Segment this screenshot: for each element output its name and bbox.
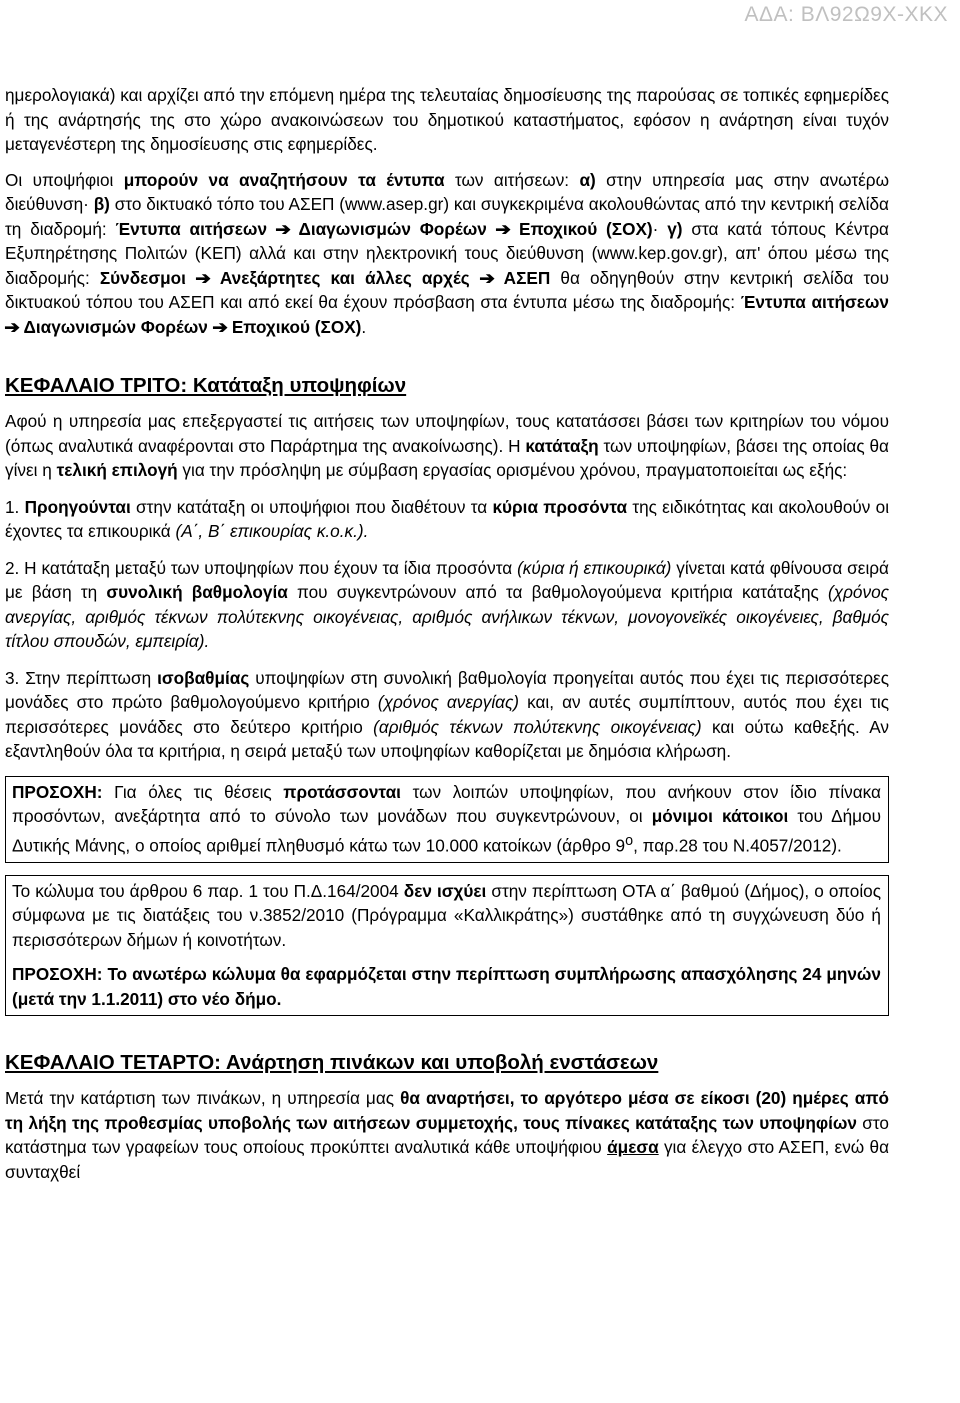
ranking-rule-3: 3. Στην περίπτωση ισοβαθμίας υποψηφίων στη συνολική βαθμολογία προηγείται αυτός που έχει τις περισσότερες μονάδες στο πρώτο βαθμολογούμενο κριτήριο (χρόνος ανεργίας) και, αν αυτές συμπίπτουν, αυτός που έχει τις περισσότερες μονάδες στο δεύτερο κριτήριο (αριθμός τέκνων πολύτεκνης οικογένειας) και ούτω καθεξής. Αν εξαντληθούν όλα τα κριτήρια, η σειρά μεταξύ των υποψηφίων καθορίζεται με δημόσια κλήρωση.: [5, 667, 889, 761]
paragraph-publication-deadline: ημερολογιακά) και αρχίζει από την επόμενη ημέρα της τελευταίας δημοσίευσης της παρούσας σε τοπικές εφημερίδες ή της ανάρτησής της στο χώρο ανακοινώσεων του δημοτικού καταστήματος, εφόσον η ανάρτηση είναι τυχόν μεταγενέστερη της δημοσίευσης στις εφημερίδες.: [5, 85, 889, 154]
document-page: [5, 83, 889, 1184]
ranking-rule-2: 2. Η κατάταξη μεταξύ των υποψηφίων που έχουν τα ίδια προσόντα (κύρια ή επικουρικά) γίνεται κατά φθίνουσα σειρά με βάση τη συνολική βαθμολογία που συγκεντρώνουν από τα βαθμολογούμενα κριτήρια κατάταξης (χρόνος ανεργίας, αριθμός τέκνων πολύτεκνης οικογένειας, αριθμός ανήλικων τέκνων, μονογονεϊκές οικογένειες, βαθμός τίτλου σπουδών, εμπειρία).: [5, 557, 889, 651]
document-code: ΑΔΑ: ΒΛ92Ω9Χ-ΧΚΧ: [744, 3, 948, 26]
chapter-three-heading: ΚΕΦΑΛΑΙΟ ΤΡΙΤΟ: Κατάταξη υποψηφίων: [5, 374, 407, 397]
paragraph-ranking-intro: Αφού η υπηρεσία μας επεξεργαστεί τις αιτήσεις των υποψηφίων, τους κατατάσσει βάσει των κριτηρίων του νόμου (όπως αναλυτικά αναφέρονται στο Παράρτημα της ανακοίνωσης). Η κατάταξη των υποψηφίων, βάσει της οποίας θα γίνει η τελική επιλογή για την πρόσληψη με σύμβαση εργασίας ορισμένου χρόνου, πραγματοποιείται ως εξής:: [5, 411, 889, 480]
notice-residents-text: ΠΡΟΣΟΧΗ: Για όλες τις θέσεις προτάσσονται των λοιπών υποψηφίων, που ανήκουν στον ίδιο πίνακα προσόντων, ανεξάρτητα από το σύνολο των μονάδων που συγκεντρώνουν, οι μόνιμοι κάτοικοι του Δήμου Δυτικής Μάνης, ο οποίος αριθμεί πληθυσμό κάτω των 10.000 κατοίκων (άρθρο $9^o$, παρ.28 του Ν.4057/2012).: [12, 781, 882, 856]
chapter-four-heading: ΚΕΦΑΛΑΙΟ ΤΕΤΑΡΤΟ: Ανάρτηση πινάκων και υποβολή ενστάσεων: [5, 1051, 659, 1075]
impediment-warning: ΠΡΟΣΟΧΗ: Το ανωτέρω κώλυμα θα εφαρμόζεται στην περίπτωση συμπλήρωσης απασχόλησης 24 μηνών (μετά την 1.1.2011) στο νέο δήμο.: [12, 964, 881, 1009]
paragraph-application-forms: Οι υποψήφιοι μπορούν να αναζητήσουν τα έντυπα των αιτήσεων: α) στην υπηρεσία μας στην ανωτέρω διεύθυνση· β) στο δικτυακό τόπο του ΑΣΕΠ (www.asep.gr) και συγκεκριμένα ακολουθώντας από την κεντρική σελίδα τη διαδρομή: Έντυπα αιτήσεων ➔ Διαγωνισμών Φορέων ➔ Εποχικού (ΣΟΧ)· γ) στα κατά τόπους Κέντρα Εξυπηρέτησης Πολιτών (ΚΕΠ) αλλά και στην ηλεκτρονική τους διεύθυνση (www.kep.gov.gr), απ' όπου μέσω της διαδρομής: Σύνδεσμοι ➔ Ανεξάρτητες και άλλες αρχές ➔ ΑΣΕΠ θα οδηγηθούν στην κεντρική σελίδα του δικτυακού τόπου του ΑΣΕΠ και από εκεί θα έχουν πρόσβαση στα έντυπα μέσω της διαδρομής: Έντυπα αιτήσεων ➔ Διαγωνισμών Φορέων ➔ Εποχικού (ΣΟΧ).: [5, 168, 889, 340]
arrow-right-icon: ➔: [211, 316, 228, 337]
arrow-right-icon: ➔: [495, 218, 511, 239]
impediment-text: Το κώλυμα του άρθρου 6 παρ. 1 του Π.Δ.164/2004 δεν ισχύει στην περίπτωση ΟΤΑ α΄ βαθμού (Δήμος), ο οποίος σύμφωνα με τις διατάξεις του ν.3852/2010 (Πρόγραμμα «Καλλικράτης») συστάθηκε από τη συγχώνευση δύο ή περισσότερων δήμων ή κοινοτήτων.: [12, 880, 881, 950]
arrow-right-icon: ➔: [275, 218, 292, 239]
ranking-rule-1: 1. Προηγούνται στην κατάταξη οι υποψήφιοι που διαθέτουν τα κύρια προσόντα της ειδικότητας και ακολουθούν οι έχοντες τα επικουρικά (Α΄, Β΄ επικουρίας κ.ο.κ.).: [5, 496, 890, 541]
arrow-right-icon: ➔: [479, 267, 495, 288]
notice-box-impediment: [5, 875, 889, 1017]
arrow-right-icon: ➔: [195, 267, 212, 288]
notice-box-residents: [5, 776, 889, 863]
paragraph-posting-tables: Μετά την κατάρτιση των πινάκων, η υπηρεσία μας θα αναρτήσει, το αργότερο μέσα σε είκοσι (20) ημέρες από τη λήξη της προθεσμίας υποβολής των αιτήσεων συμμετοχής, τους πίνακες κατάταξης των υποψηφίων στο κατάστημα των γραφείων τους οποίους προκύπτει αναλυτικά κάθε υποψήφιου άμεσα για έλεγχο στο ΑΣΕΠ, ενώ θα συνταχθεί: [5, 1088, 890, 1182]
arrow-right-icon: ➔: [4, 316, 21, 337]
